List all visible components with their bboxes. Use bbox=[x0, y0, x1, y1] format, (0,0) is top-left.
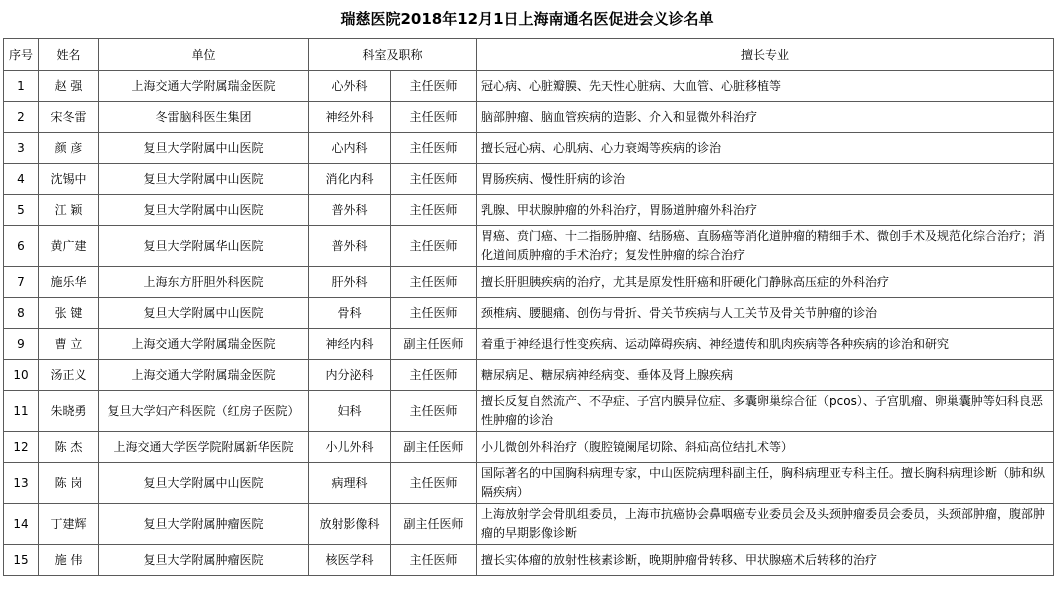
table-row bbox=[4, 298, 1054, 329]
cell-no: 12 bbox=[4, 432, 39, 463]
cell-dept: 普外科 bbox=[309, 226, 391, 267]
header-specialty: 擅长专业 bbox=[477, 39, 1054, 71]
cell-dept: 核医学科 bbox=[309, 545, 391, 576]
cell-name: 黄广建 bbox=[39, 226, 99, 267]
table-row bbox=[4, 195, 1054, 226]
cell-specialty: 着重于神经退行性变疾病、运动障碍疾病、神经遗传和肌肉疾病等各种疾病的诊治和研究 bbox=[477, 329, 1054, 360]
cell-title: 主任医师 bbox=[391, 463, 477, 504]
cell-name: 施乐华 bbox=[39, 267, 99, 298]
header-name: 姓名 bbox=[39, 39, 99, 71]
cell-unit: 复旦大学附属中山医院 bbox=[99, 298, 309, 329]
cell-no: 5 bbox=[4, 195, 39, 226]
table-row bbox=[4, 133, 1054, 164]
cell-no: 9 bbox=[4, 329, 39, 360]
cell-no: 4 bbox=[4, 164, 39, 195]
cell-dept: 神经外科 bbox=[309, 102, 391, 133]
cell-specialty: 擅长反复自然流产、不孕症、子宫内膜异位症、多囊卵巢综合征（pcos）、子宫肌瘤、卵巢囊肿等妇科良恶性肿瘤的诊治 bbox=[477, 391, 1054, 432]
cell-dept: 普外科 bbox=[309, 195, 391, 226]
page-title: 瑞慈医院2018年12月1日上海南通名医促进会义诊名单 bbox=[340, 10, 714, 28]
cell-title: 主任医师 bbox=[391, 102, 477, 133]
cell-name: 丁建辉 bbox=[39, 504, 99, 545]
cell-title: 主任医师 bbox=[391, 298, 477, 329]
cell-dept: 肝外科 bbox=[309, 267, 391, 298]
cell-title: 主任医师 bbox=[391, 71, 477, 102]
cell-title: 主任医师 bbox=[391, 133, 477, 164]
cell-title: 副主任医师 bbox=[391, 329, 477, 360]
cell-no: 13 bbox=[4, 463, 39, 504]
cell-specialty: 小儿微创外科治疗（腹腔镜阑尾切除、斜疝高位结扎术等） bbox=[477, 432, 1054, 463]
table-row bbox=[4, 329, 1054, 360]
cell-no: 8 bbox=[4, 298, 39, 329]
cell-specialty: 糖尿病足、糖尿病神经病变、垂体及肾上腺疾病 bbox=[477, 360, 1054, 391]
cell-dept: 骨科 bbox=[309, 298, 391, 329]
cell-no: 7 bbox=[4, 267, 39, 298]
cell-dept: 小儿外科 bbox=[309, 432, 391, 463]
cell-unit: 复旦大学附属中山医院 bbox=[99, 164, 309, 195]
cell-specialty: 擅长冠心病、心肌病、心力衰竭等疾病的诊治 bbox=[477, 133, 1054, 164]
header-unit: 单位 bbox=[99, 39, 309, 71]
cell-dept: 神经内科 bbox=[309, 329, 391, 360]
cell-unit: 复旦大学附属肿瘤医院 bbox=[99, 504, 309, 545]
cell-name: 宋冬雷 bbox=[39, 102, 99, 133]
cell-no: 14 bbox=[4, 504, 39, 545]
table-row bbox=[4, 360, 1054, 391]
cell-title: 副主任医师 bbox=[391, 432, 477, 463]
cell-title: 主任医师 bbox=[391, 164, 477, 195]
cell-unit: 上海东方肝胆外科医院 bbox=[99, 267, 309, 298]
cell-no: 10 bbox=[4, 360, 39, 391]
cell-title: 主任医师 bbox=[391, 391, 477, 432]
cell-unit: 冬雷脑科医生集团 bbox=[99, 102, 309, 133]
cell-unit: 复旦大学附属中山医院 bbox=[99, 133, 309, 164]
cell-name: 沈锡中 bbox=[39, 164, 99, 195]
table-row bbox=[4, 463, 1054, 504]
cell-name: 朱晓勇 bbox=[39, 391, 99, 432]
cell-no: 3 bbox=[4, 133, 39, 164]
cell-unit: 上海交通大学医学院附属新华医院 bbox=[99, 432, 309, 463]
header-row bbox=[4, 39, 1054, 71]
cell-specialty: 擅长实体瘤的放射性核素诊断，晚期肿瘤骨转移、甲状腺癌术后转移的治疗 bbox=[477, 545, 1054, 576]
cell-no: 2 bbox=[4, 102, 39, 133]
cell-name: 汤正义 bbox=[39, 360, 99, 391]
header-dept: 科室及职称 bbox=[309, 39, 477, 71]
cell-unit: 复旦大学附属中山医院 bbox=[99, 195, 309, 226]
table-row bbox=[4, 164, 1054, 195]
cell-unit: 复旦大学妇产科医院（红房子医院） bbox=[99, 391, 309, 432]
cell-title: 主任医师 bbox=[391, 226, 477, 267]
table-row bbox=[4, 545, 1054, 576]
cell-title: 主任医师 bbox=[391, 545, 477, 576]
cell-no: 6 bbox=[4, 226, 39, 267]
cell-title: 主任医师 bbox=[391, 267, 477, 298]
cell-specialty: 胃癌、贲门癌、十二指肠肿瘤、结肠癌、直肠癌等消化道肿瘤的精细手术、微创手术及规范化综合治疗；消化道间质肿瘤的手术治疗；复发性肿瘤的综合治疗 bbox=[477, 226, 1054, 267]
cell-dept: 心外科 bbox=[309, 71, 391, 102]
cell-name: 张 键 bbox=[39, 298, 99, 329]
cell-unit: 复旦大学附属中山医院 bbox=[99, 463, 309, 504]
table-row bbox=[4, 504, 1054, 545]
cell-dept: 放射影像科 bbox=[309, 504, 391, 545]
cell-specialty: 胃肠疾病、慢性肝病的诊治 bbox=[477, 164, 1054, 195]
cell-no: 11 bbox=[4, 391, 39, 432]
cell-dept: 妇科 bbox=[309, 391, 391, 432]
cell-name: 江 颖 bbox=[39, 195, 99, 226]
cell-specialty: 脑部肿瘤、脑血管疾病的造影、介入和显微外科治疗 bbox=[477, 102, 1054, 133]
table-row bbox=[4, 432, 1054, 463]
cell-title: 副主任医师 bbox=[391, 504, 477, 545]
cell-specialty: 颈椎病、腰腿痛、创伤与骨折、骨关节疾病与人工关节及骨关节肿瘤的诊治 bbox=[477, 298, 1054, 329]
cell-unit: 上海交通大学附属瑞金医院 bbox=[99, 329, 309, 360]
cell-unit: 上海交通大学附属瑞金医院 bbox=[99, 360, 309, 391]
cell-name: 赵 强 bbox=[39, 71, 99, 102]
cell-dept: 内分泌科 bbox=[309, 360, 391, 391]
cell-dept: 病理科 bbox=[309, 463, 391, 504]
cell-name: 陈 杰 bbox=[39, 432, 99, 463]
cell-name: 曹 立 bbox=[39, 329, 99, 360]
cell-title: 主任医师 bbox=[391, 195, 477, 226]
cell-unit: 上海交通大学附属瑞金医院 bbox=[99, 71, 309, 102]
header-no: 序号 bbox=[4, 39, 39, 71]
cell-no: 1 bbox=[4, 71, 39, 102]
cell-unit: 复旦大学附属华山医院 bbox=[99, 226, 309, 267]
table-row bbox=[4, 267, 1054, 298]
cell-unit: 复旦大学附属肿瘤医院 bbox=[99, 545, 309, 576]
cell-specialty: 上海放射学会骨肌组委员，上海市抗癌协会鼻咽癌专业委员会及头颈肿瘤委员会委员，头颈部肿瘤，腹部肿瘤的早期影像诊断 bbox=[477, 504, 1054, 545]
table-row bbox=[4, 71, 1054, 102]
cell-dept: 心内科 bbox=[309, 133, 391, 164]
table-row bbox=[4, 102, 1054, 133]
cell-no: 15 bbox=[4, 545, 39, 576]
cell-specialty: 国际著名的中国胸科病理专家，中山医院病理科副主任，胸科病理亚专科主任。擅长胸科病理诊断（肺和纵隔疾病） bbox=[477, 463, 1054, 504]
cell-specialty: 擅长肝胆胰疾病的治疗，尤其是原发性肝癌和肝硬化门静脉高压症的外科治疗 bbox=[477, 267, 1054, 298]
doctor-table bbox=[3, 38, 1054, 576]
cell-name: 颜 彦 bbox=[39, 133, 99, 164]
table-row bbox=[4, 391, 1054, 432]
cell-title: 主任医师 bbox=[391, 360, 477, 391]
cell-specialty: 冠心病、心脏瓣膜、先天性心脏病、大血管、心脏移植等 bbox=[477, 71, 1054, 102]
cell-dept: 消化内科 bbox=[309, 164, 391, 195]
cell-specialty: 乳腺、甲状腺肿瘤的外科治疗，胃肠道肿瘤外科治疗 bbox=[477, 195, 1054, 226]
cell-name: 陈 岗 bbox=[39, 463, 99, 504]
cell-name: 施 伟 bbox=[39, 545, 99, 576]
table-row bbox=[4, 226, 1054, 267]
